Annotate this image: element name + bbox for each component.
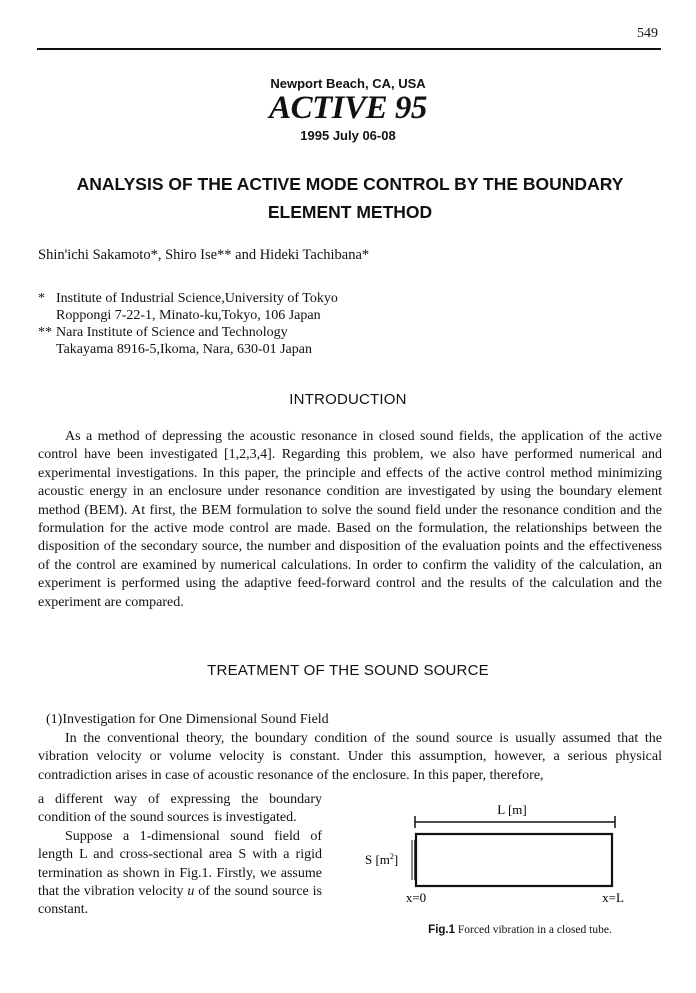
affiliation-1-line-1: Institute of Industrial Science,University of Tokyo <box>56 291 338 306</box>
tube <box>416 834 612 886</box>
velocity-variable: u <box>187 884 195 900</box>
x0-label: x=0 <box>405 890 427 905</box>
sound-source-text: In the conventional theory, the boundary condition of the sound source is usually assumed that the vibration velocity or volume velocity is constant. Under this assumption, however, a serious physical contradiction arises in case of acoustic resonance of the enclosure. In this paper, therefore, <box>38 731 662 783</box>
affiliation-2-mark: ** <box>38 325 52 340</box>
paper-title <box>50 170 650 226</box>
conference-name: ACTIVE 95 <box>269 90 427 126</box>
sound-source-text-continued: a different way of expressing the boundary condition of the sound sources is investigated. <box>38 792 322 826</box>
area-label: S $[m^2]$ <box>365 852 399 867</box>
conference-location: Newport Beach, CA, USA <box>270 76 426 91</box>
affiliation-1-line-2: Roppongi 7-22-1, Minato-ku,Tokyo, 106 Japan <box>56 308 321 323</box>
figure-1-caption-text: Forced vibration in a closed tube. <box>457 924 612 936</box>
affiliation-2-line-1: Nara Institute of Science and Technology <box>56 325 288 340</box>
xL-label: x=L <box>602 890 624 905</box>
conference-dates: 1995 July 06-08 <box>300 128 396 143</box>
figure-1 <box>360 798 660 943</box>
figure-1-caption-label: Fig.1 <box>428 924 456 936</box>
authors: Shin'ichi Sakamoto*, Shiro Ise** and Hideki Tachibana* <box>38 247 370 263</box>
paper-title-line-2: ELEMENT METHOD <box>267 202 433 222</box>
affiliation-2-line-2: Takayama 8916-5,Ikoma, Nara, 630-01 Japan <box>56 342 312 357</box>
affiliation-1-mark: * <box>38 291 45 306</box>
sound-source-heading: TREATMENT OF THE SOUND SOURCE <box>207 662 489 679</box>
subsection-title: (1)Investigation for One Dimensional Sound Field <box>46 712 329 727</box>
header-rule <box>37 48 661 50</box>
tube-description-text: Suppose a 1-dimensional sound field of length L and cross-sectional area S with a rigid termination as shown in Fig.1. Firstly, we assume that the vibration velocity u of the sound source is constant. <box>38 828 322 918</box>
affiliation-1 <box>38 290 338 324</box>
introduction-text: As a method of depressing the acoustic resonance in closed sound fields, the application of the active control have been investigated [1,2,3,4]. Regarding this problem, we also have performed numerical and experimental investigations. In this paper, the principle and effects of the active control method minimizing acoustic energy in an enclosure under resonance condition are investigated by using the boundary element method (BEM). At first, the BEM formulation to solve the sound field under the resonance condition and the formulation for the active mode control are made. Based on the formulation, the relationships between the disposition of the secondary source, the number and disposition of the evaluation points and the effectiveness of the control are examined by numerical calculations. In order to confirm the validity of the calculation, an experiment is performed using the adaptive feed-forward control and the results of the calculation and the experiment are compared. <box>38 429 662 610</box>
figure-1-caption <box>380 924 660 936</box>
introduction-paragraph <box>38 428 662 612</box>
tube-diagram <box>360 798 660 943</box>
paper-title-line-1: ANALYSIS OF THE ACTIVE MODE CONTROL BY THE BOUNDARY <box>76 174 624 194</box>
sound-source-paragraph <box>38 730 662 785</box>
affiliation-2 <box>38 324 312 358</box>
length-label: L [m] <box>497 802 527 817</box>
page-number: 549 <box>637 26 658 41</box>
introduction-heading: INTRODUCTION <box>289 391 407 408</box>
sound-source-column-text <box>38 791 322 920</box>
